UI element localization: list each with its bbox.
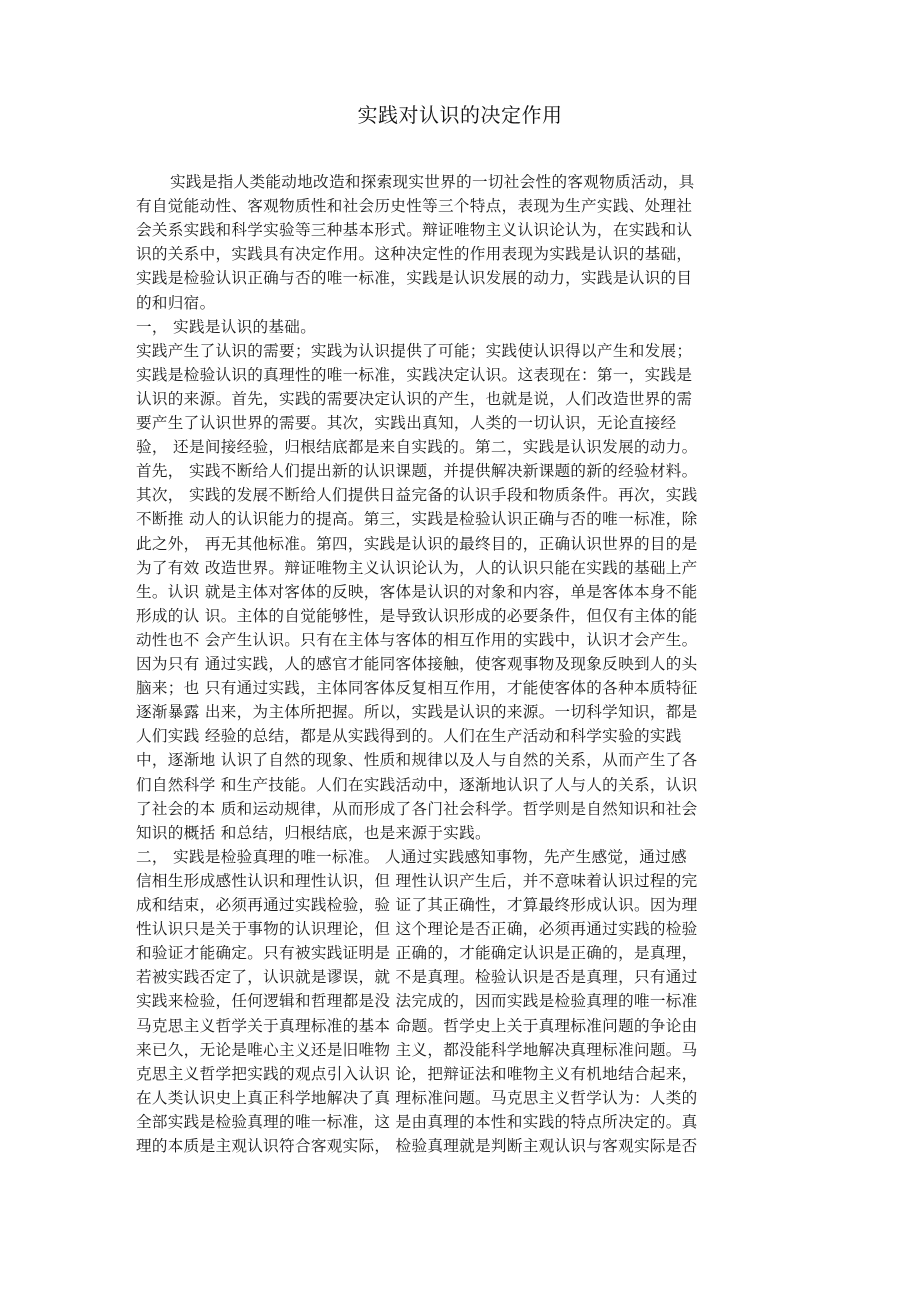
- intro-line: 识的关系中，实践具有决定作用。这种决定性的作用表现为实践是认识的基础，: [136, 245, 693, 264]
- section1-line: 实践产生了认识的需要；实践为认识提供了可能；实践使认识得以产生和发展；: [136, 341, 693, 360]
- section1-line: 实践是检验认识的真理性的唯一标准，实践决定认识。这表现在：第一，实践是: [136, 365, 693, 384]
- section1-line: 因为只有 通过实践，人的感官才能同客体接触，使客观事物及现象反映到人的头: [136, 655, 698, 673]
- section2-line: 若被实践否定了，认识就是谬误，就 不是真理。检验认识是否是真理，只有通过: [136, 968, 698, 987]
- section1-line: 认识的来源。首先，实践的需要决定认识的产生，也就是说，人们改造世界的需: [136, 389, 693, 408]
- intro-line: 会关系实践和科学实验等三种基本形式。辩证唯物主义认识论认为，在实践和认: [136, 221, 693, 240]
- intro-line: 实践是检验认识正确与否的唯一标准，实践是认识发展的动力，实践是认识的目: [136, 269, 693, 288]
- section1-line: 人们实践 经验的总结，都是从实践得到的。人们在生产活动和科学实验的实践: [136, 727, 682, 746]
- section2-line: 信相生形成感性认识和理性认识，但 理性认识产生后，并不意味着认识过程的完: [136, 871, 698, 890]
- section2-line: 二， 实践是检验真理的唯一标准。 人通过实践感知事物，先产生感觉，通过感: [136, 847, 687, 866]
- section2-line: 来已久，无论是唯心主义还是旧唯物 主义，都没能科学地解决真理标准问题。马: [136, 1040, 698, 1059]
- section1-line: 知识的概括 和总结，归根结底，也是来源于实践。: [136, 823, 491, 842]
- section1-line: 验， 还是间接经验，归根结底都是来自实践的。第二，实践是认识发展的动力。: [136, 438, 698, 457]
- section2-line: 马克思主义哲学关于真理标准的基本 命题。哲学史上关于真理标准问题的争论由: [136, 1016, 698, 1035]
- section1-line: 动性也不 会产生认识。只有在主体与客体的相互作用的实践中，认识才会产生。: [136, 630, 698, 649]
- section2-line: 全部实践是检验真理的唯一标准，这 是由真理的本性和实践的特点所决定的。真: [136, 1112, 698, 1131]
- section1-line: 此之外， 再无其他标准。第四，实践是认识的最终目的，正确认识世界的目的是: [136, 534, 698, 553]
- section1-line: 们自然科学 和生产技能。人们在实践活动中，逐渐地认识了人与人的关系，认识: [136, 775, 698, 794]
- section1-line: 要产生了认识世界的需要。其次，实践出真知，人类的一切认识，无论直接经: [136, 414, 677, 432]
- section1-line: 生。认识 就是主体对客体的反映，客体是认识的对象和内容，单是客体本身不能: [136, 582, 698, 601]
- section1-line: 不断推 动人的认识能力的提高。第三，实践是检验认识正确与否的唯一标准，除: [136, 510, 698, 529]
- section2-line: 和验证才能确定。只有被实践证明是 正确的，才能确定认识是正确的，是真理，: [136, 944, 698, 963]
- intro-line: 的和归宿。: [136, 293, 216, 312]
- section2-line: 性认识只是关于事物的认识理论，但 这个理论是否正确，必须再通过实践的检验: [136, 920, 698, 939]
- section1-line: 首先， 实践不断给人们提出新的认识课题，并提供解决新课题的新的经验材料。: [136, 462, 698, 481]
- section1-line: 脑来；也 只有通过实践，主体同客体反复相互作用，才能使客体的各种本质特征: [136, 679, 698, 698]
- section1-line: 为了有效 改造世界。辩证唯物主义认识论认为，人的认识只能在实践的基础上产: [136, 558, 698, 577]
- intro-line: 有自觉能动性、客观物质性和社会历史性等三个特点，表现为生产实践、处理社: [136, 197, 693, 216]
- section2-line: 理的本质是主观认识符合客观实际， 检验真理就是判断主观认识与客观实际是否: [136, 1137, 698, 1155]
- section1-line: 其次， 实践的发展不断给人们提供日益完备的认识手段和物质条件。再次，实践: [136, 486, 698, 505]
- section2-line: 克思主义哲学把实践的观点引入认识 论，把辩证法和唯物主义有机地结合起来，: [136, 1064, 698, 1083]
- section1-line: 逐渐暴露 出来，为主体所把握。所以，实践是认识的来源。一切科学知识，都是: [136, 703, 698, 722]
- section2-line: 在人类认识史上真正科学地解决了真 理标准问题。马克思主义哲学认为：人类的: [136, 1088, 698, 1107]
- section2-line: 实践来检验，任何逻辑和哲理都是没 法完成的，因而实践是检验真理的唯一标准: [136, 992, 698, 1011]
- section1-line: 形成的认 识。主体的自觉能够性，是导致认识形成的必要条件，但仅有主体的能: [136, 606, 698, 625]
- section2-line: 成和结束，必须再通过实践检验，验 证了其正确性，才算最终形成认识。因为理: [136, 896, 698, 914]
- document-title: 实践对认识的决定作用: [357, 103, 563, 127]
- section1-line: 一， 实践是认识的基础。: [136, 317, 317, 336]
- intro-line: 实践是指人类能动地改造和探索现实世界的一切社会性的客观物质活动，具: [170, 173, 695, 191]
- section1-line: 了社会的本 质和运动规律，从而形成了各门社会科学。哲学则是自然知识和社会: [136, 799, 698, 818]
- section1-line: 中，逐渐地 认识了自然的现象、性质和规律以及人与自然的关系，从而产生了各: [136, 751, 698, 770]
